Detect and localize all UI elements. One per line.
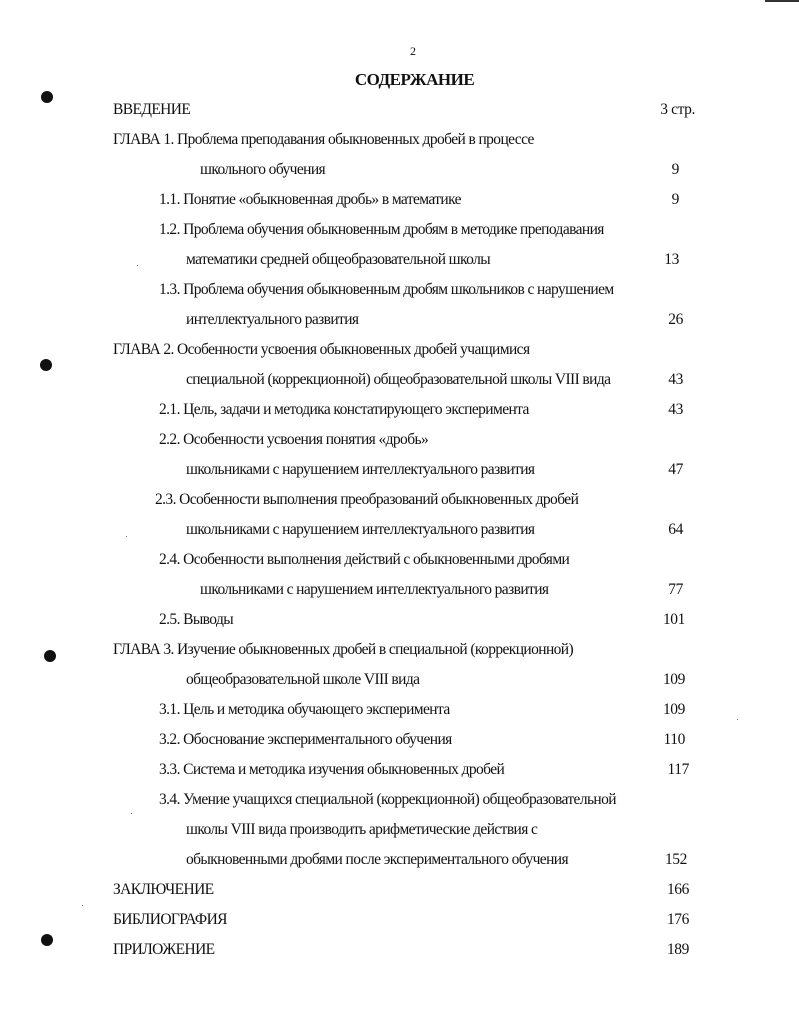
toc-page-chapter-3: 109 — [662, 671, 685, 688]
toc-entry-3-4-cont-2: обыкновенными дробями после экспериментального обучения — [186, 851, 569, 868]
toc-entry-bibliography: БИБЛИОГРАФИЯ — [113, 911, 227, 928]
toc-page-appendix: 189 — [666, 941, 689, 958]
toc-entry-appendix: ПРИЛОЖЕНИЕ — [113, 941, 215, 958]
toc-entry-2-3-cont: школьниками с нарушением интеллектуального развития — [186, 521, 535, 538]
toc-entry-3-4: 3.4. Умение учащихся специальной (коррекционной) общеобразовательной — [159, 791, 616, 808]
toc-entry-chapter-2: ГЛАВА 2. Особенности усвоения обыкновенных дробей учащимися — [113, 341, 530, 358]
toc-page-introduction: 3 стр. — [660, 101, 695, 118]
toc-entry-3-3: 3.3. Система и методика изучения обыкновенных дробей — [159, 761, 505, 778]
punch-hole-mark — [41, 934, 53, 946]
scan-speck — [82, 905, 83, 906]
toc-page-2-5: 101 — [662, 611, 685, 628]
page-number: 2 — [410, 44, 416, 58]
punch-hole-mark — [40, 359, 52, 371]
toc-page-chapter-1: 9 — [671, 161, 679, 178]
toc-entry-1-3-cont: интеллектуального развития — [186, 311, 359, 328]
scan-speck — [137, 265, 138, 266]
toc-entry-2-5: 2.5. Выводы — [159, 611, 234, 628]
toc-page-1-1: 9 — [671, 191, 679, 208]
toc-page-3-1: 109 — [662, 701, 685, 718]
toc-entry-conclusion: ЗАКЛЮЧЕНИЕ — [113, 881, 214, 898]
toc-page-1-3: 26 — [668, 311, 683, 328]
toc-page-bibliography: 176 — [666, 911, 689, 928]
toc-page-1-2: 13 — [664, 251, 679, 268]
toc-entry-chapter-1: ГЛАВА 1. Проблема преподавания обыкновенных дробей в процессе — [113, 131, 534, 148]
toc-entry-2-2-cont: школьниками с нарушением интеллектуального развития — [186, 461, 535, 478]
scan-edge-mark — [765, 0, 799, 2]
toc-entry-2-3: 2.3. Особенности выполнения преобразований обыкновенных дробей — [155, 491, 579, 508]
toc-entry-2-2: 2.2. Особенности усвоения понятия «дробь» — [159, 431, 429, 448]
toc-page-3-4: 152 — [664, 851, 687, 868]
toc-page-conclusion: 166 — [666, 881, 689, 898]
toc-page-2-2: 47 — [668, 461, 683, 478]
toc-page-2-1: 43 — [668, 401, 683, 418]
scan-speck — [737, 719, 738, 720]
scan-speck — [131, 813, 132, 814]
toc-entry-chapter-3: ГЛАВА 3. Изучение обыкновенных дробей в специальной (коррекционной) — [113, 641, 574, 658]
toc-entry-1-2: 1.2. Проблема обучения обыкновенным дробям в методике преподавания — [159, 221, 604, 238]
toc-entry-2-4: 2.4. Особенности выполнения действий с обыкновенными дробями — [159, 551, 570, 568]
toc-entry-2-1: 2.1. Цель, задачи и методика констатирующего эксперимента — [159, 401, 529, 418]
toc-page-3-3: 117 — [667, 761, 689, 778]
page-title: СОДЕРЖАНИЕ — [354, 70, 475, 89]
toc-entry-introduction: ВВЕДЕНИЕ — [113, 101, 191, 118]
toc-entry-3-2: 3.2. Обоснование экспериментального обучения — [159, 731, 452, 748]
toc-entry-1-3: 1.3. Проблема обучения обыкновенным дробям школьников с нарушением — [159, 281, 614, 298]
toc-page-3-2: 110 — [663, 731, 685, 748]
toc-entry-1-2-cont: математики средней общеобразовательной школы — [186, 251, 491, 268]
toc-page-2-4: 77 — [668, 581, 683, 598]
punch-hole-mark — [44, 650, 56, 662]
toc-entry-1-1: 1.1. Понятие «обыкновенная дробь» в математике — [159, 191, 461, 208]
toc-page-chapter-2: 43 — [668, 371, 683, 388]
scan-speck — [126, 536, 127, 537]
toc-entry-2-4-cont: школьниками с нарушением интеллектуального развития — [200, 581, 549, 598]
toc-entry-chapter-3-cont: общеобразовательной школе VIII вида — [186, 671, 420, 688]
toc-entry-chapter-2-cont: специальной (коррекционной) общеобразовательной школы VIII вида — [186, 371, 611, 388]
punch-hole-mark — [41, 91, 53, 103]
toc-page-2-3: 64 — [668, 521, 683, 538]
toc-entry-3-1: 3.1. Цель и методика обучающего эксперимента — [159, 701, 450, 718]
toc-entry-3-4-cont-1: школы VIII вида производить арифметические действия с — [186, 821, 538, 838]
toc-entry-chapter-1-cont: школьного обучения — [200, 161, 326, 178]
